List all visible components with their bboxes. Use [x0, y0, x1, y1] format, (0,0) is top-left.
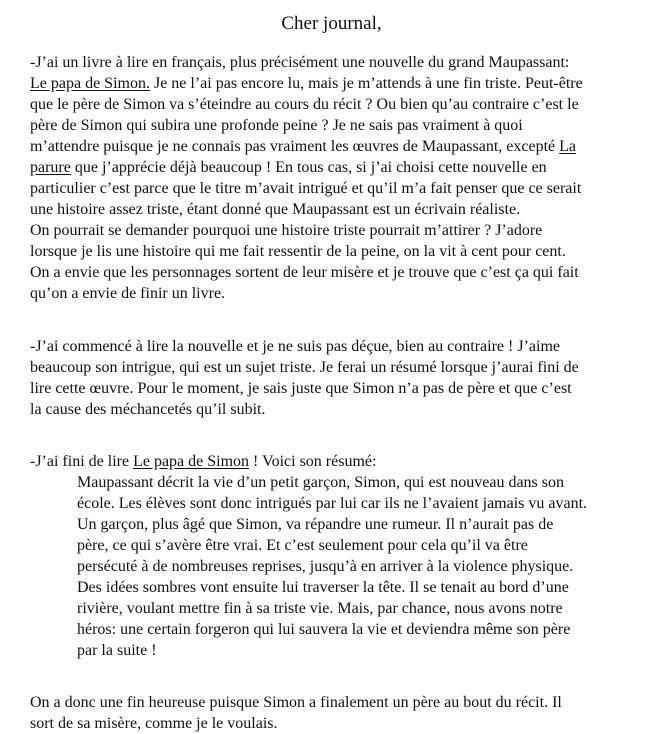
entry1-line-2-text: Je ne l’ai pas encore lu, mais je m’attends à une fin triste. Peut-être [149, 75, 583, 92]
summary-line: Un garçon, plus âgé que Simon, va répandre une rumeur. Il n’aurait pas de [77, 516, 554, 533]
entry2-line-4: la cause des méchancetés qu’il subit. [30, 401, 266, 418]
entry3-line-1-text: -J’ai fini de lire [30, 453, 134, 470]
entry2-line-3: lire cette œuvre. Pour le moment, je sais juste que Simon n’a pas de père et que c’est [30, 380, 572, 397]
summary-line: par la suite ! [77, 642, 157, 659]
summary-line: Maupassant décrit la vie d’un petit garçon, Simon, qui est nouveau dans son [77, 474, 565, 491]
entry1-line-9: On pourrait se demander pourquoi une histoire triste pourrait m’attirer ? J’adore [30, 222, 543, 239]
summary-line: père, ce qui s’avère être vrai. Et c’est seulement pour cela qu’il va être [77, 537, 528, 554]
book-title-le-papa-de-simon-2: Le papa de Simon [133, 453, 250, 470]
entry1-line-5 [30, 136, 576, 157]
summary-line: persécuté à de nombreuses reprises, jusqu’à en arriver à la violence physique. [77, 558, 574, 575]
summary-line: Des idées sombres vont ensuite lui traverser la tête. Il se tenait au bord d’une [77, 579, 569, 596]
page-title: Cher journal, [281, 13, 382, 34]
summary-line: école. Les élèves sont donc intrigués par lui car ils ne l’avaient jamais vu avant. [77, 495, 588, 512]
summary-line: héros: une certain forgeron qui lui sauvera la vie et deviendra même son père [77, 621, 571, 638]
conclusion-line-1: On a donc une fin heureuse puisque Simon a finalement un père au bout du récit. Il [30, 694, 562, 711]
entry3-line-1 [30, 451, 376, 472]
entry1-line-6 [30, 157, 547, 178]
entry1-line-11: On a envie que les personnages sortent de leur misère et je trouve que c’est ça qui fait [30, 264, 579, 281]
book-title-la-parure-part-2: parure [30, 159, 71, 176]
entry1-line-12: qu’on a envie de finir un livre. [30, 285, 226, 302]
entry2-line-1: -J’ai commencé à lire la nouvelle et je ne suis pas déçue, bien au contraire ! J’aime [30, 338, 560, 355]
entry1-line-1 [30, 52, 569, 73]
summary-line: rivière, voulant mettre fin à sa triste vie. Mais, par chance, nous avons notre [77, 600, 563, 617]
entry1-line-1-text: -J’ai un livre à lire en français, plus précisément une nouvelle du grand Maupassant: [30, 54, 570, 71]
entry3-line-1-tail: ! Voici son résumé: [249, 453, 377, 470]
entry1-line-7: particulier c’est parce que le titre m’avait intrigué et qu’il m’a fait penser que ce serait [30, 180, 582, 197]
book-title-la-parure-part-1: La [559, 138, 577, 155]
entry1-line-8: une histoire assez triste, étant donné que Maupassant est un écrivain réaliste. [30, 201, 521, 218]
conclusion-line-2: sort de sa misère, comme je le voulais. [30, 715, 278, 732]
entry1-line-4: père de Simon qui subira une profonde peine ? Je ne sais pas vraiment à quoi [30, 117, 523, 134]
entry1-line-2 [30, 73, 583, 94]
entry1-line-6-text: que j’apprécie déjà beaucoup ! En tous cas, si j’ai choisi cette nouvelle en [70, 159, 547, 176]
book-title-le-papa-de-simon: Le papa de Simon. [30, 75, 150, 92]
entry1-line-5-text: m’attendre puisque je ne connais pas vraiment les œuvres de Maupassant, excepté [30, 138, 560, 155]
entry1-line-3: que le père de Simon va s’éteindre au cours du récit ? Ou bien qu’au contraire c’est le [30, 96, 579, 113]
entry1-line-10: lorsque je lis une histoire qui me fait ressentir de la peine, on la vit à cent pour cent. [30, 243, 566, 260]
entry2-line-2: beaucoup son intrigue, qui est un sujet triste. Je ferai un résumé lorsque j’aurai fini de [30, 359, 579, 376]
